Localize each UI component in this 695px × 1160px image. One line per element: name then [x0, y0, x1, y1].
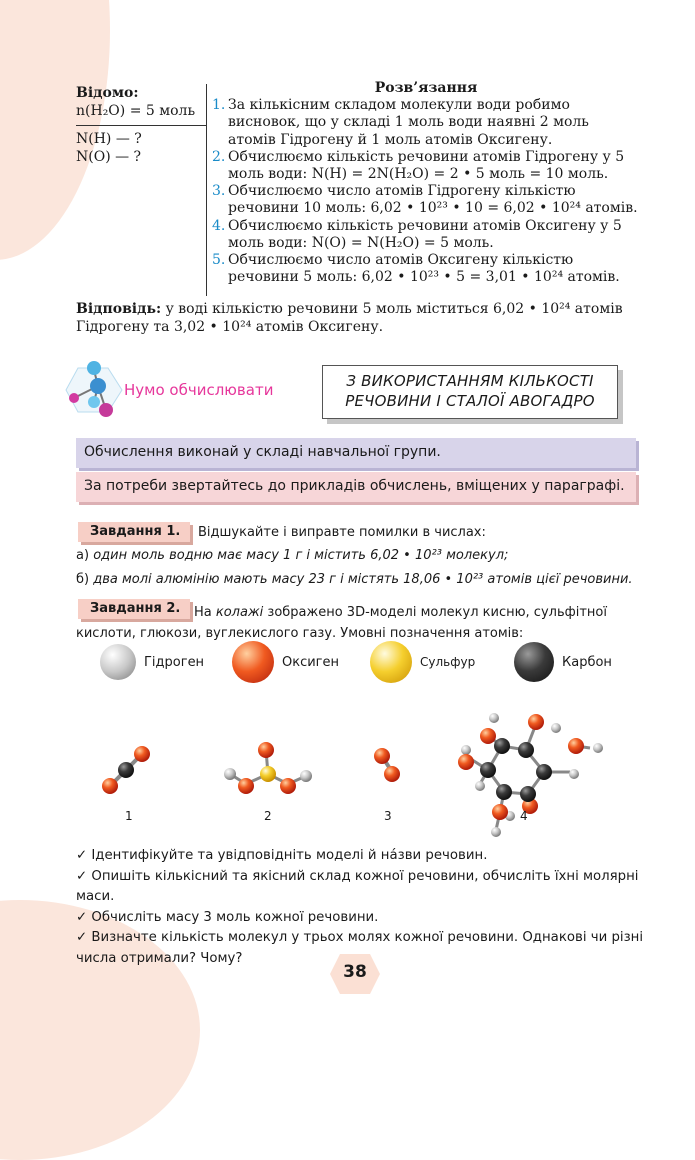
step-number: 2.	[212, 148, 226, 165]
legend-label: Гідроген	[144, 654, 205, 670]
given-divider	[76, 125, 206, 126]
intro-italic: колажі	[215, 605, 264, 620]
model-number: 1	[125, 809, 133, 823]
item-text: два молі алюмінію мають масу 23 г і містять 18,06 • 10²³ атомів цієї речовини.	[93, 572, 633, 587]
checklist	[76, 846, 646, 969]
legend-carbon	[514, 640, 612, 684]
model-o2	[374, 748, 400, 782]
carbon-ball-icon	[514, 642, 554, 682]
step-text: За кількісним складом молекули води робимо висновок, що у складі 1 моль води наявні 2 моль атомів Гідрогену й 1 моль атомів Оксигену.	[228, 97, 589, 148]
solution-heading: Розв’язання	[374, 80, 478, 96]
section-title: Нумо обчислювати	[124, 381, 274, 399]
solution-step	[212, 97, 640, 149]
legend-sulfur	[370, 640, 475, 684]
checklist-item: ✓ Визначте кількість молекул у трьох молях кожної речовини. Однакові чи різні числа отримали? Чому?	[76, 930, 644, 966]
answer-text: у воді кількістю речовини 5 моль міститься 6,02 • 10²⁴ атомів Гідрогену та 3,02 • 10²⁴ атомів Оксигену.	[76, 301, 623, 335]
step-number: 1.	[212, 97, 226, 114]
sulfur-ball-icon	[370, 641, 412, 683]
given-block	[76, 84, 206, 166]
task2-label: Завдання 2.	[78, 599, 190, 619]
legend-label: Сульфур	[420, 655, 476, 669]
answer-block	[76, 300, 642, 336]
item-prefix: б)	[76, 572, 90, 587]
intro-part: На	[194, 605, 216, 620]
molecule-models	[80, 700, 620, 840]
step-number: 4.	[212, 217, 226, 234]
solution-block	[212, 80, 640, 286]
model-number: 2	[264, 809, 272, 823]
legend-hydrogen	[100, 640, 204, 684]
checklist-item: ✓ Опишіть кількісний та якісний склад кожної речовини, обчисліть їхні молярні маси.	[76, 868, 639, 904]
find-hydrogen: N(H) — ?	[76, 131, 142, 147]
hydrogen-ball-icon	[100, 644, 136, 680]
given-condition: n(H₂O) = 5 моль	[76, 103, 196, 119]
step-number: 5.	[212, 252, 226, 269]
task1-label: Завдання 1.	[78, 522, 190, 542]
model-number: 4	[520, 809, 528, 823]
task2-intro	[76, 602, 644, 644]
checklist-item: ✓ Ідентифікуйте та увідповідніть моделі й на́зви речовин.	[76, 848, 488, 863]
legend-label: Карбон	[562, 654, 612, 670]
model-number: 3	[384, 809, 392, 823]
intro-part: зображено 3D-моделі молекул кисню, сульфітної кислоти, глюкози, вуглекислого газу. Умовні позначення атомів:	[76, 605, 607, 641]
solution-step	[212, 218, 640, 252]
legend-oxygen	[232, 640, 339, 684]
find-oxygen: N(O) — ?	[76, 149, 142, 165]
topic-line-1: З ВИКОРИСТАННЯМ КІЛЬКОСТІ	[346, 372, 594, 390]
molecule-icon	[64, 356, 124, 422]
legend-label: Оксиген	[282, 654, 340, 670]
given-solution-divider	[206, 84, 207, 296]
oxygen-ball-icon	[232, 641, 274, 683]
step-text: Обчислюємо кількість речовини атомів Оксигену у 5 моль води: N(O) = N(H₂O) = 5 моль.	[228, 217, 622, 251]
step-text: Обчислюємо число атомів Оксигену кількістю речовини 5 моль: 6,02 • 10²³ • 5 = 3,01 • 10²⁴ атомів.	[228, 252, 620, 286]
item-prefix: а)	[76, 548, 90, 563]
checklist-item: ✓ Обчисліть масу 3 моль кожної речовини.	[76, 909, 379, 925]
item-text: один моль водню має масу 1 г і містить 6,02 • 10²³ молекул;	[93, 548, 509, 563]
topic-line-2: РЕЧОВИНИ І СТАЛОЇ АВОГАДРО	[345, 392, 595, 410]
solution-step	[212, 183, 640, 217]
task1-intro: Відшукайте і виправте помилки в числах:	[198, 525, 486, 540]
task1-item-b	[76, 572, 633, 587]
step-text: Обчислюємо число атомів Гідрогену кількістю речовини 10 моль: 6,02 • 10²³ • 10 = 6,02 • 10²⁴ атомів.	[228, 183, 638, 217]
model-glucose	[458, 713, 603, 837]
answer-label: Відповідь:	[76, 301, 162, 317]
solution-step	[212, 252, 640, 286]
topic-box	[322, 365, 618, 419]
model-h2so3	[224, 742, 312, 794]
reference-band: За потреби звертайтесь до прикладів обчислень, вміщених у параграфі.	[76, 472, 636, 502]
solution-step	[212, 149, 640, 183]
page-number: 38	[343, 962, 367, 982]
step-number: 3.	[212, 183, 226, 200]
task1-item-a	[76, 548, 508, 563]
group-work-band: Обчислення виконай у складі навчальної групи.	[76, 438, 636, 468]
step-text: Обчислюємо кількість речовини атомів Гідрогену у 5 моль води: N(H) = 2N(H₂O) = 2 • 5 моль = 10 моль.	[228, 148, 625, 183]
given-label: Відомо:	[76, 85, 139, 101]
model-co2	[102, 746, 150, 794]
